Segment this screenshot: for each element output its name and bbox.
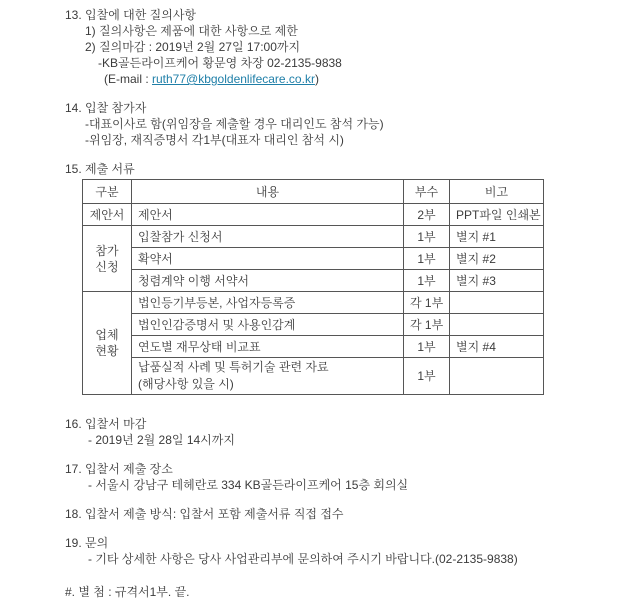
cell-content: 제안서 [132,204,404,226]
category-company-line2: 현황 [95,344,119,358]
table-header-row [83,180,544,204]
cell-category-proposal: 제안서 [83,204,132,226]
section-19-item-1: - 기타 상세한 사항은 당사 사업관리부에 문의하여 주시기 바랍니다.(02-2135-9838) [88,552,518,566]
cell-content: 연도별 재무상태 비교표 [132,336,404,358]
header-note: 비고 [450,180,544,204]
section-16-bid-deadline [65,416,607,448]
cell-note [450,314,544,336]
email-label: (E-mail : [104,72,152,86]
email-suffix: ) [314,72,319,86]
table-row [83,226,544,248]
email-link[interactable]: ruth77@kbgoldenlifecare.co.kr [152,72,315,86]
section-13-email-line [104,71,607,87]
cell-content: 확약서 [132,248,404,270]
header-copies: 부수 [404,180,450,204]
cell-note [450,292,544,314]
submission-documents-table [82,179,544,395]
cell-note: 별지 #4 [450,336,544,358]
table-row [83,292,544,314]
cell-content: 법인인감증명서 및 사용인감계 [132,314,404,336]
category-participation-line1: 참가 [95,243,119,258]
cell-copies: 1부 [404,358,450,395]
table-row [83,358,544,395]
table-row [83,270,544,292]
section-17-submission-location [65,461,607,493]
section-16-title: 16. 입찰서 마감 [65,417,147,431]
cell-content [132,358,404,395]
section-15-title: 15. 제출 서류 [65,162,135,176]
table-row [83,204,544,226]
cell-copies: 1부 [404,226,450,248]
cell-content: 법인등기부등본, 사업자등록증 [132,292,404,314]
cell-content-line2: (해당사항 있을 시) [138,377,234,391]
section-17-title: 17. 입찰서 제출 장소 [65,462,173,476]
section-18-submission-method [65,506,607,522]
cell-copies: 1부 [404,270,450,292]
section-13-item-2: 2) 질의마감 : 2019년 2월 27일 17:00까지 [85,40,301,54]
section-18-title: 18. 입찰서 제출 방식: 입찰서 포함 제출서류 직접 접수 [65,507,344,521]
section-14-item-2: -위임장, 재직증명서 각1부(대표자 대리인 참석 시) [85,133,344,147]
section-19-title: 19. 문의 [65,536,109,550]
category-company-line1: 업체 [95,328,119,342]
cell-note: 별지 #2 [450,248,544,270]
section-13-contact: -KB골든라이프케어 황문영 차장 02-2135-9838 [98,56,342,70]
cell-copies: 각 1부 [404,314,450,336]
table-row [83,336,544,358]
table-row [83,314,544,336]
section-14-title: 14. 입찰 참가자 [65,101,147,115]
cell-content: 청렴계약 이행 서약서 [132,270,404,292]
section-14-bid-participants [65,100,607,148]
cell-note: 별지 #3 [450,270,544,292]
cell-copies: 1부 [404,248,450,270]
category-participation-line2: 신청 [95,259,119,274]
cell-note [450,358,544,395]
section-13-bid-questions [65,7,607,87]
cell-copies: 1부 [404,336,450,358]
section-17-item-1: - 서울시 강남구 테헤란로 334 KB골든라이프케어 15층 회의실 [88,478,409,492]
section-19-inquiries [65,535,607,567]
header-category: 구분 [83,180,132,204]
cell-copies: 각 1부 [404,292,450,314]
cell-category-company-status [83,292,132,395]
section-14-item-1: -대표이사로 함(위임장을 제출할 경우 대리인도 참석 가능) [85,117,384,131]
cell-content: 입찰참가 신청서 [132,226,404,248]
section-16-item-1: - 2019년 2월 28일 14시까지 [88,433,235,447]
table-row [83,248,544,270]
header-content: 내용 [132,180,404,204]
section-15-submission-documents [65,161,607,403]
cell-note: PPT파일 인쇄본 [450,204,544,226]
cell-note: 별지 #1 [450,226,544,248]
cell-category-participation [83,226,132,292]
section-13-title: 13. 입찰에 대한 질의사항 [65,8,197,22]
section-13-item-1: 1) 질의사항은 제품에 대한 사항으로 제한 [85,24,298,38]
attachment-note: #. 별 첨 : 규격서1부. 끝. [65,585,190,599]
cell-copies: 2부 [404,204,450,226]
cell-content-line1: 납품실적 사례 및 특허기술 관련 자료 [138,360,329,374]
